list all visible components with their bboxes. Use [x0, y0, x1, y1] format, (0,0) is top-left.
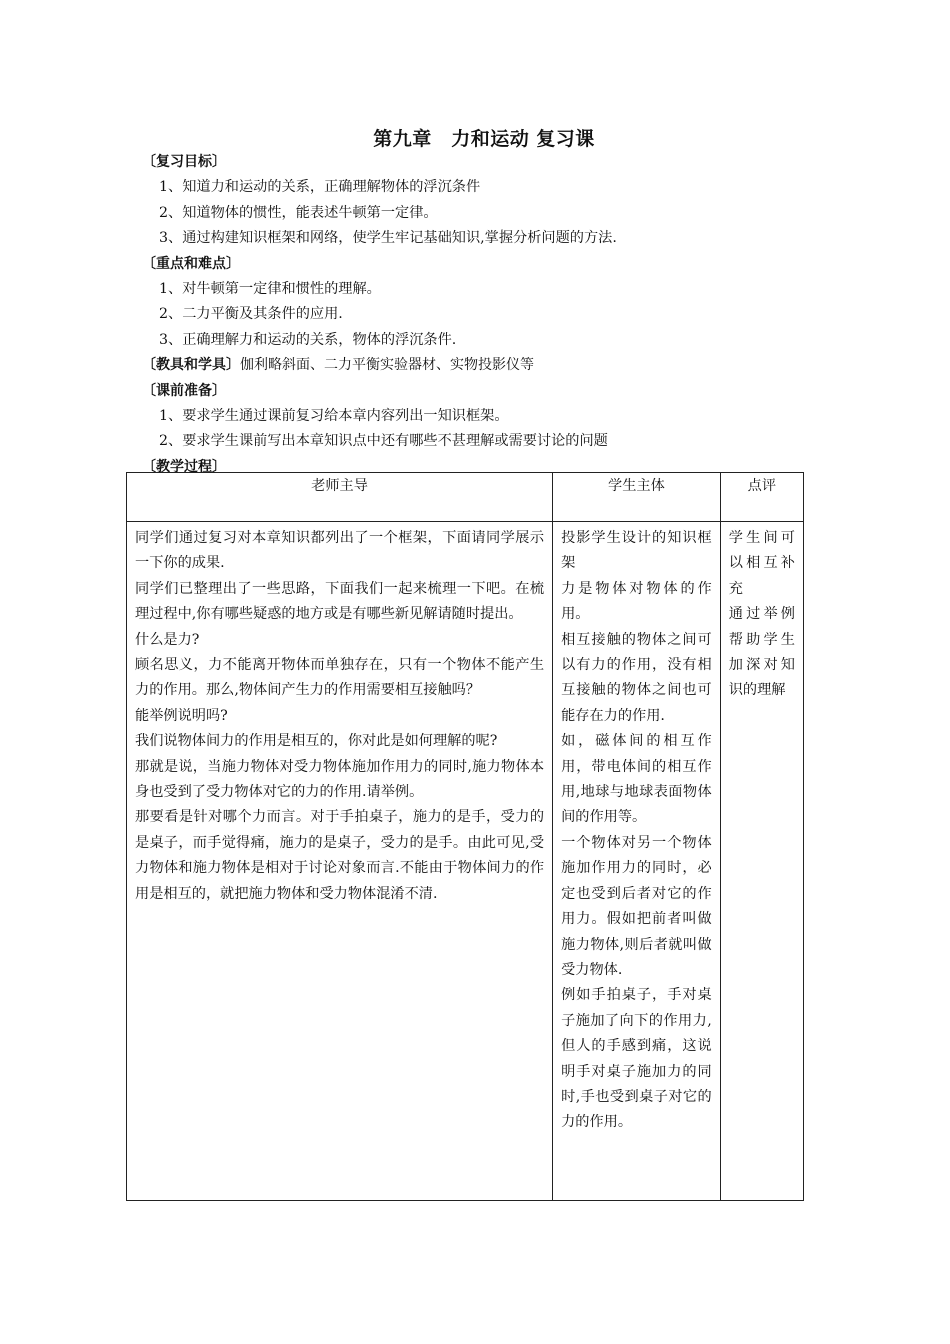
comment-cell: [720, 522, 803, 1201]
column-header-comment: 点评: [720, 473, 803, 522]
column-header-student: 学生主体: [553, 473, 721, 522]
objective-item: 1、知道力和运动的关系，正确理解物体的浮沉条件: [159, 179, 481, 196]
student-paragraph: 一个物体对另一个物体施加作用力的同时，必定也受到后者对它的作用力。假如把前者叫做施力物体,则后者就叫做受力物体.: [561, 834, 712, 978]
table-header-row: [127, 473, 804, 522]
student-cell: [553, 522, 721, 1201]
lesson-plan-header-sections: [142, 150, 822, 480]
teacher-paragraph: 同学们已整理出了一些思路，下面我们一起来梳理一下吧。在梳理过程中,你有哪些疑惑的地方或是有哪些新见解请随时提出。: [135, 580, 545, 623]
tools-heading: 〔教具和学具〕: [142, 357, 240, 374]
teacher-paragraph: 同学们通过复习对本章知识都列出了一个框架，下面请同学展示一下你的成果.: [135, 530, 545, 572]
student-paragraph: 投影学生设计的知识框架: [561, 530, 712, 572]
tools-text: 伽利略斜面、二力平衡实验器材、实物投影仪等: [240, 357, 534, 374]
student-paragraph: 如，磁体间的相互作用，带电体间的相互作用,地球与地球表面物体间的作用等。: [561, 733, 712, 826]
tools-line: [142, 353, 822, 378]
teacher-paragraph: 顾名思义，力不能离开物体而单独存在，只有一个物体不能产生力的作用。那么,物体间产生力的作用需要相互接触吗？: [135, 657, 545, 699]
teacher-paragraph: 那要看是针对哪个力而言。对于手拍桌子，施力的是手，受力的是桌子，而手觉得痛，施力的是桌子，受力的是手。由此可见,受力物体和施力物体是相对于讨论对象而言.不能由于物体间力的作用是相互的，就把施力物体和受力物体混淆不清.: [135, 809, 545, 902]
preparation-item: 1、要求学生通过课前复习给本章内容列出一知识框架。: [159, 408, 509, 425]
teacher-paragraph: 什么是力?: [135, 631, 200, 648]
objectives-heading: 〔复习目标〕: [142, 154, 226, 170]
objective-item: 2、知道物体的惯性，能表述牛顿第一定律。: [159, 204, 438, 221]
teaching-process-table: [126, 472, 804, 1201]
objective-item: 3、通过构建知识框架和网络，使学生牢记基础知识,掌握分析问题的方法.: [159, 230, 617, 247]
process-heading: 〔教学过程〕: [142, 458, 226, 475]
table-row: [127, 522, 804, 1201]
student-paragraph: 相互接触的物体之间可以有力的作用，没有相互接触的物体之间也可能存在力的作用.: [561, 631, 712, 724]
student-paragraph: 例如手拍桌子，手对桌子施加了向下的作用力,但人的手感到痛，这说明手对桌子施加力的同时,手也受到桌子对它的力的作用。: [561, 987, 712, 1131]
key-points-heading: 〔重点和难点〕: [142, 255, 240, 272]
page-title: 第九章 力和运动 复习课: [373, 128, 595, 150]
teacher-paragraph: 那就是说，当施力物体对受力物体施加作用力的同时,施力物体本身也受到了受力物体对它的力的作用.请举例。: [135, 758, 545, 801]
preparation-heading: 〔课前准备〕: [142, 382, 226, 399]
preparation-item: 2、要求学生课前写出本章知识点中还有哪些不甚理解或需要讨论的问题: [159, 433, 608, 450]
comment-paragraph: 学生间可以相互补充: [728, 530, 795, 597]
teacher-paragraph: 我们说物体间力的作用是相互的，你对此是如何理解的呢?: [135, 733, 498, 750]
key-point-item: 1、对牛顿第一定律和惯性的理解。: [159, 281, 381, 298]
key-point-item: 2、二力平衡及其条件的应用.: [159, 306, 343, 323]
teacher-cell: [127, 522, 553, 1201]
key-point-item: 3、正确理解力和运动的关系，物体的浮沉条件.: [159, 331, 457, 348]
student-paragraph: 力是物体对物体的作用。: [561, 580, 712, 623]
column-header-teacher: 老师主导: [127, 473, 553, 522]
comment-paragraph: 通过举例帮助学生加深对知识的理解: [728, 606, 795, 699]
teacher-paragraph: 能举例说明吗?: [135, 707, 228, 724]
